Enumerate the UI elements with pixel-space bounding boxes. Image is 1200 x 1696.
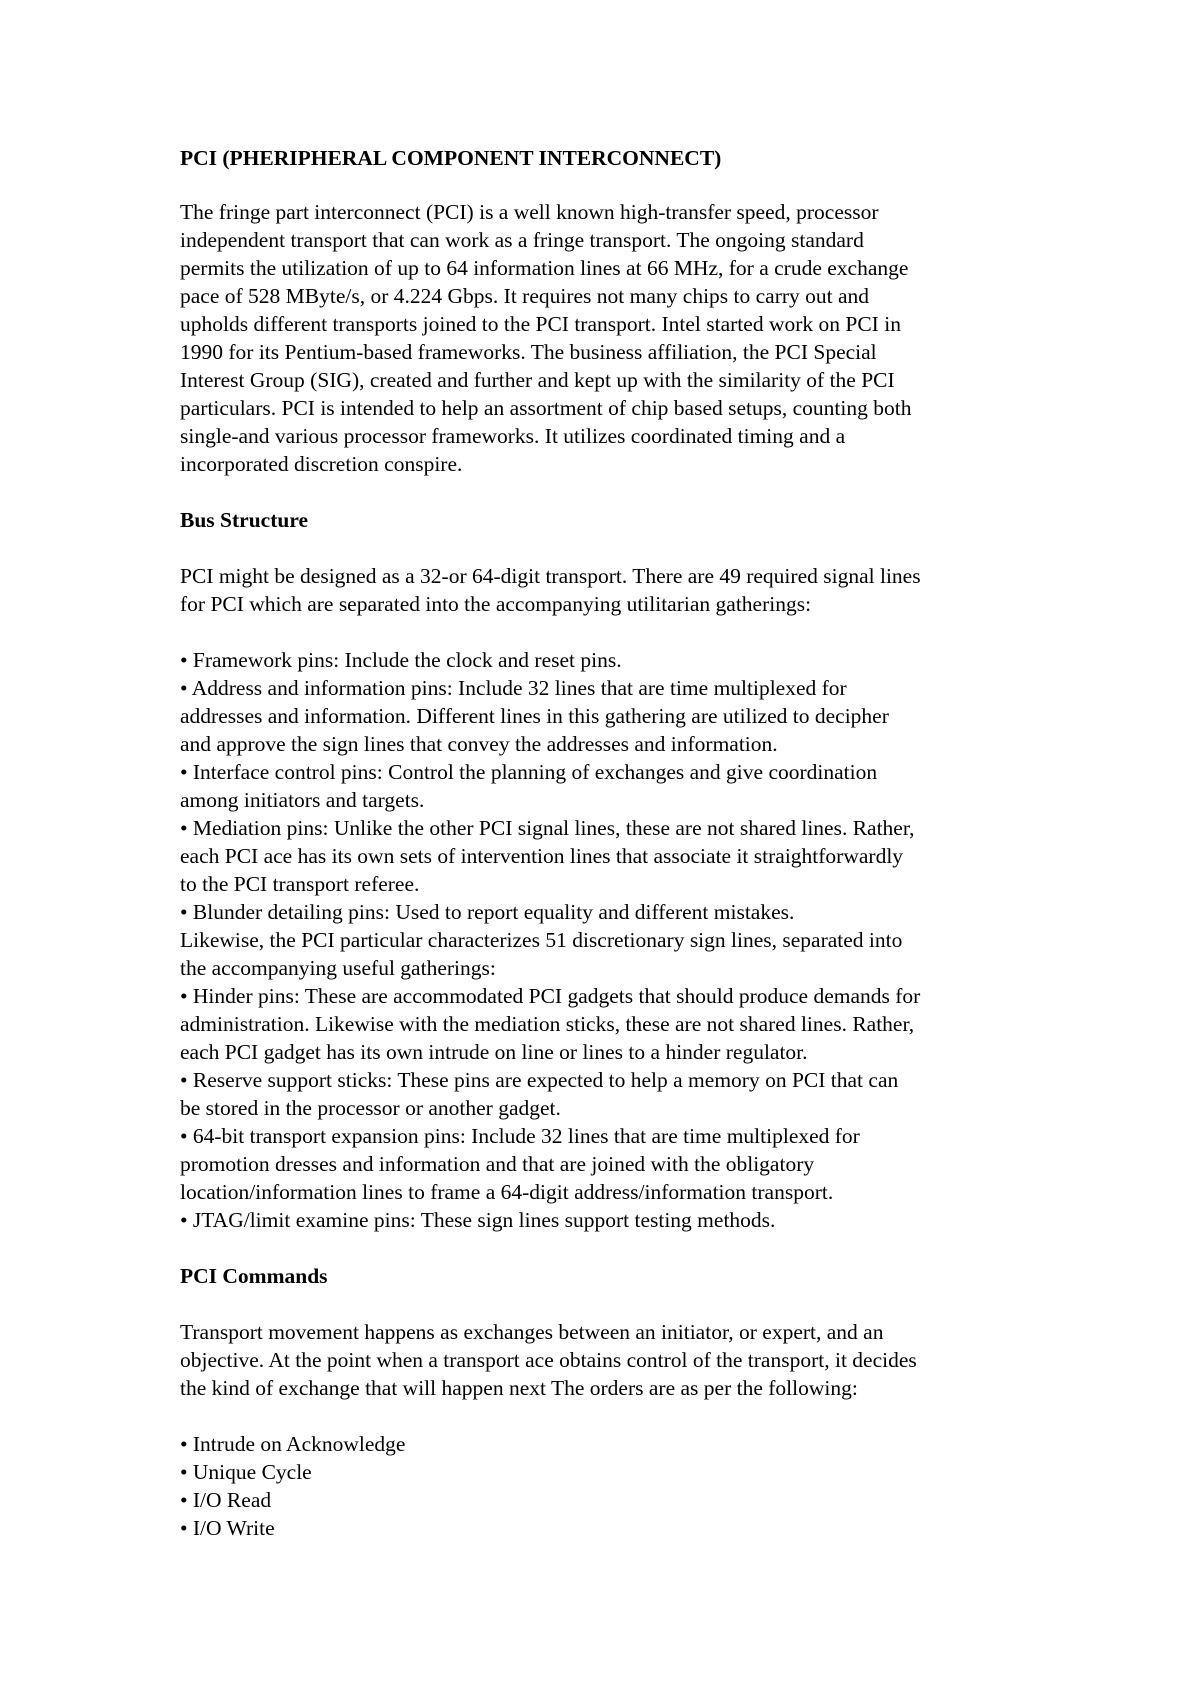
intro-paragraph: [180, 198, 1040, 478]
text-line: administration. Likewise with the mediation sticks, these are not shared lines. Rather,: [180, 1012, 915, 1036]
text-line: Interest Group (SIG), created and further and kept up with the similarity of the PCI: [180, 368, 895, 392]
list-item: • Blunder detailing pins: Used to report equality and different mistakes.: [180, 900, 795, 924]
list-item: • I/O Read: [180, 1488, 272, 1512]
list-item: • Interface control pins: Control the planning of exchanges and give coordination: [180, 760, 878, 784]
bus-structure-pin-list: [180, 646, 1040, 1234]
text-line: pace of 528 MByte/s, or 4.224 Gbps. It requires not many chips to carry out and: [180, 284, 870, 308]
list-item: • Intrude on Acknowledge: [180, 1432, 406, 1456]
list-item: • JTAG/limit examine pins: These sign lines support testing methods.: [180, 1208, 776, 1232]
spacer: [180, 618, 1040, 646]
spacer: [180, 1234, 1040, 1262]
text-line: 1990 for its Pentium-based frameworks. The business affiliation, the PCI Special: [180, 340, 877, 364]
text-line: location/information lines to frame a 64-digit address/information transport.: [180, 1180, 834, 1204]
pci-commands-intro: [180, 1318, 1040, 1402]
list-item: • Address and information pins: Include 32 lines that are time multiplexed for: [180, 676, 847, 700]
list-item: • I/O Write: [180, 1516, 275, 1540]
list-item: • Unique Cycle: [180, 1460, 312, 1484]
document-title: PCI (PHERIPHERAL COMPONENT INTERCONNECT): [180, 146, 722, 170]
list-item: • 64-bit transport expansion pins: Include 32 lines that are time multiplexed for: [180, 1124, 860, 1148]
text-line: independent transport that can work as a fringe transport. The ongoing standard: [180, 228, 864, 252]
spacer: [180, 1402, 1040, 1430]
text-line: addresses and information. Different lines in this gathering are utilized to decipher: [180, 704, 889, 728]
text-line: objective. At the point when a transport ace obtains control of the transport, it decides: [180, 1348, 917, 1372]
text-line: permits the utilization of up to 64 information lines at 66 MHz, for a crude exchange: [180, 256, 909, 280]
text-line: each PCI gadget has its own intrude on line or lines to a hinder regulator.: [180, 1040, 808, 1064]
text-line: the kind of exchange that will happen next The orders are as per the following:: [180, 1376, 858, 1400]
text-line: PCI might be designed as a 32-or 64-digit transport. There are 49 required signal lines: [180, 564, 921, 588]
section-heading-bus-structure: Bus Structure: [180, 508, 309, 532]
text-line: promotion dresses and information and that are joined with the obligatory: [180, 1152, 815, 1176]
list-item: • Framework pins: Include the clock and reset pins.: [180, 648, 622, 672]
spacer: [180, 534, 1040, 562]
text-line: and approve the sign lines that convey the addresses and information.: [180, 732, 778, 756]
text-line: to the PCI transport referee.: [180, 872, 420, 896]
section-heading-pci-commands: PCI Commands: [180, 1264, 328, 1288]
spacer: [180, 1290, 1040, 1318]
spacer: [180, 478, 1040, 506]
pci-commands-list: [180, 1430, 1040, 1542]
text-line: the accompanying useful gatherings:: [180, 956, 496, 980]
text-line: among initiators and targets.: [180, 788, 425, 812]
list-item: • Reserve support sticks: These pins are expected to help a memory on PCI that can: [180, 1068, 899, 1092]
spacer: [180, 172, 1040, 198]
text-line: upholds different transports joined to the PCI transport. Intel started work on PCI in: [180, 312, 901, 336]
text-line: for PCI which are separated into the accompanying utilitarian gatherings:: [180, 592, 812, 616]
list-item: • Mediation pins: Unlike the other PCI signal lines, these are not shared lines. Rather,: [180, 816, 915, 840]
text-line: each PCI ace has its own sets of intervention lines that associate it straightforwardly: [180, 844, 904, 868]
text-line: Transport movement happens as exchanges between an initiator, or expert, and an: [180, 1320, 884, 1344]
text-line: Likewise, the PCI particular characterizes 51 discretionary sign lines, separated into: [180, 928, 903, 952]
document-content: [180, 144, 1040, 1542]
text-line: particulars. PCI is intended to help an assortment of chip based setups, counting both: [180, 396, 912, 420]
text-line: incorporated discretion conspire.: [180, 452, 463, 476]
list-item: • Hinder pins: These are accommodated PCI gadgets that should produce demands for: [180, 984, 921, 1008]
text-line: single-and various processor frameworks. It utilizes coordinated timing and a: [180, 424, 846, 448]
text-line: be stored in the processor or another gadget.: [180, 1096, 561, 1120]
text-line: The fringe part interconnect (PCI) is a well known high-transfer speed, processor: [180, 200, 879, 224]
bus-structure-intro: [180, 562, 1040, 618]
